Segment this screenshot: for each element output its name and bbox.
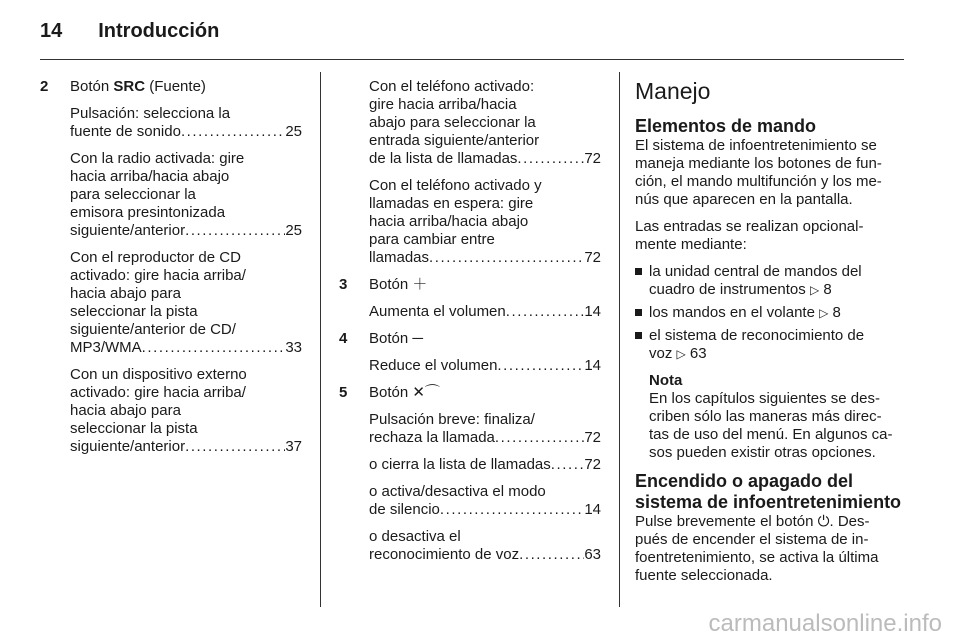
item-number: 4 — [339, 330, 348, 347]
item-heading: Botón SRC (Fuente) — [70, 78, 206, 95]
page-number: 14 — [40, 20, 63, 42]
page-title: Introducción — [98, 20, 220, 42]
paragraph: o cierra la lista de llamadas . . . 72 — [369, 456, 601, 474]
page-ref: 8 — [832, 304, 841, 321]
item-heading: Botón ─ — [369, 330, 423, 347]
paragraph: o desactiva el reconocimiento de voz . . . 63 — [369, 528, 601, 564]
paragraph: Aumenta el volumen . . . 14 — [369, 303, 601, 321]
paragraph: Con un dispositivo externo activado: gire hacia arriba/ hacia abajo para seleccionar la pista siguiente/anterior . . . 37 — [70, 366, 302, 456]
item-5 — [339, 384, 601, 564]
page-ref: 33 — [285, 339, 302, 356]
page-ref: 14 — [584, 357, 601, 374]
paragraph: El sistema de infoentretenimiento se maneja mediante los botones de fun- ción, el mando multifunción y los me- nús que aparecen en la pantalla. — [635, 137, 882, 208]
page-ref: 63 — [689, 345, 707, 362]
page-ref: 8 — [823, 281, 832, 298]
item-3 — [339, 276, 601, 321]
column-divider-2 — [619, 72, 620, 607]
subheading-encendido: Encendido o apagado del sistema de infoentretenimiento — [635, 471, 902, 512]
item-number: 5 — [339, 384, 348, 401]
column-3 — [635, 78, 903, 594]
page-ref-icon: ▷ — [809, 283, 820, 297]
paragraph: Pulsación breve: finaliza/ rechaza la llamada . . . 72 — [369, 411, 601, 447]
list-item: los mandos en el volante ▷ 8 — [635, 304, 903, 322]
page-header — [40, 20, 219, 43]
page-ref: 25 — [285, 123, 302, 140]
paragraph: Las entradas se realizan opcional- mente mediante: — [635, 218, 864, 253]
section-heading-manejo: Manejo — [635, 78, 711, 104]
paragraph: Con el teléfono activado y llamadas en espera: gire hacia arriba/hacia abajo para cambiar entre llamadas . . . 72 — [369, 177, 601, 267]
watermark: carmanualsonline.info — [708, 610, 942, 637]
paragraph: Con la radio activada: gire hacia arriba/hacia abajo para seleccionar la emisora presintonizada siguiente/anterior . . . 25 — [70, 150, 302, 240]
page-ref: 72 — [584, 249, 601, 266]
page-ref: 72 — [584, 456, 601, 473]
paragraph: Pulsación: selecciona la fuente de sonido . . . 25 — [70, 105, 302, 141]
column-divider-1 — [320, 72, 321, 607]
paragraph: Con el teléfono activado: gire hacia arriba/hacia abajo para seleccionar la entrada siguiente/anterior de la lista de llamadas . . . 72 — [369, 78, 601, 168]
page-ref: 37 — [285, 438, 302, 455]
page-ref: 14 — [584, 303, 601, 320]
header-divider — [40, 59, 904, 60]
page-ref: 72 — [584, 150, 601, 167]
note-title: Nota — [649, 372, 683, 389]
item-heading: Botón ＋ — [369, 276, 428, 293]
subheading-elementos-de-mando: Elementos de mando — [635, 116, 817, 136]
item-2 — [40, 78, 302, 456]
page-ref: 63 — [584, 546, 601, 563]
item-4 — [339, 330, 601, 375]
page-ref-icon: ▷ — [819, 306, 829, 320]
paragraph: Con el reproductor de CD activado: gire hacia arriba/ hacia abajo para seleccionar la pista siguiente/anterior de CD/ MP3/WMA . . . 33 — [70, 249, 302, 357]
paragraph: o activa/desactiva el modo de silencio . . . 14 — [369, 483, 601, 519]
item-2-continued — [339, 78, 601, 267]
page-ref: 14 — [584, 501, 601, 518]
item-number: 2 — [40, 78, 49, 95]
paragraph: Reduce el volumen . . . 14 — [369, 357, 601, 375]
item-number: 3 — [339, 276, 348, 293]
page-ref: 25 — [285, 222, 302, 239]
src-key-label: SRC — [113, 78, 146, 95]
column-1 — [40, 78, 302, 465]
list-item: el sistema de reconocimiento de voz ▷ 63 — [635, 327, 903, 363]
note-box: Nota En los capítulos siguientes se des- criben sólo las maneras más direc- tas de uso del menú. En algunos ca- sos pueden existir otras opciones. — [635, 372, 903, 462]
list-item: la unidad central de mandos del cuadro de instrumentos ▷ 8 — [635, 263, 903, 299]
item-heading: Botón ✕⌒ — [369, 384, 440, 401]
page-ref: 72 — [584, 429, 601, 446]
paragraph: Pulse brevemente el botón ⏻. Des- pués de encender el sistema de in- foentretenimiento, se activa la última fuente seleccionada. — [635, 513, 879, 584]
column-2 — [339, 78, 601, 573]
page-ref-icon: ▷ — [676, 347, 686, 361]
